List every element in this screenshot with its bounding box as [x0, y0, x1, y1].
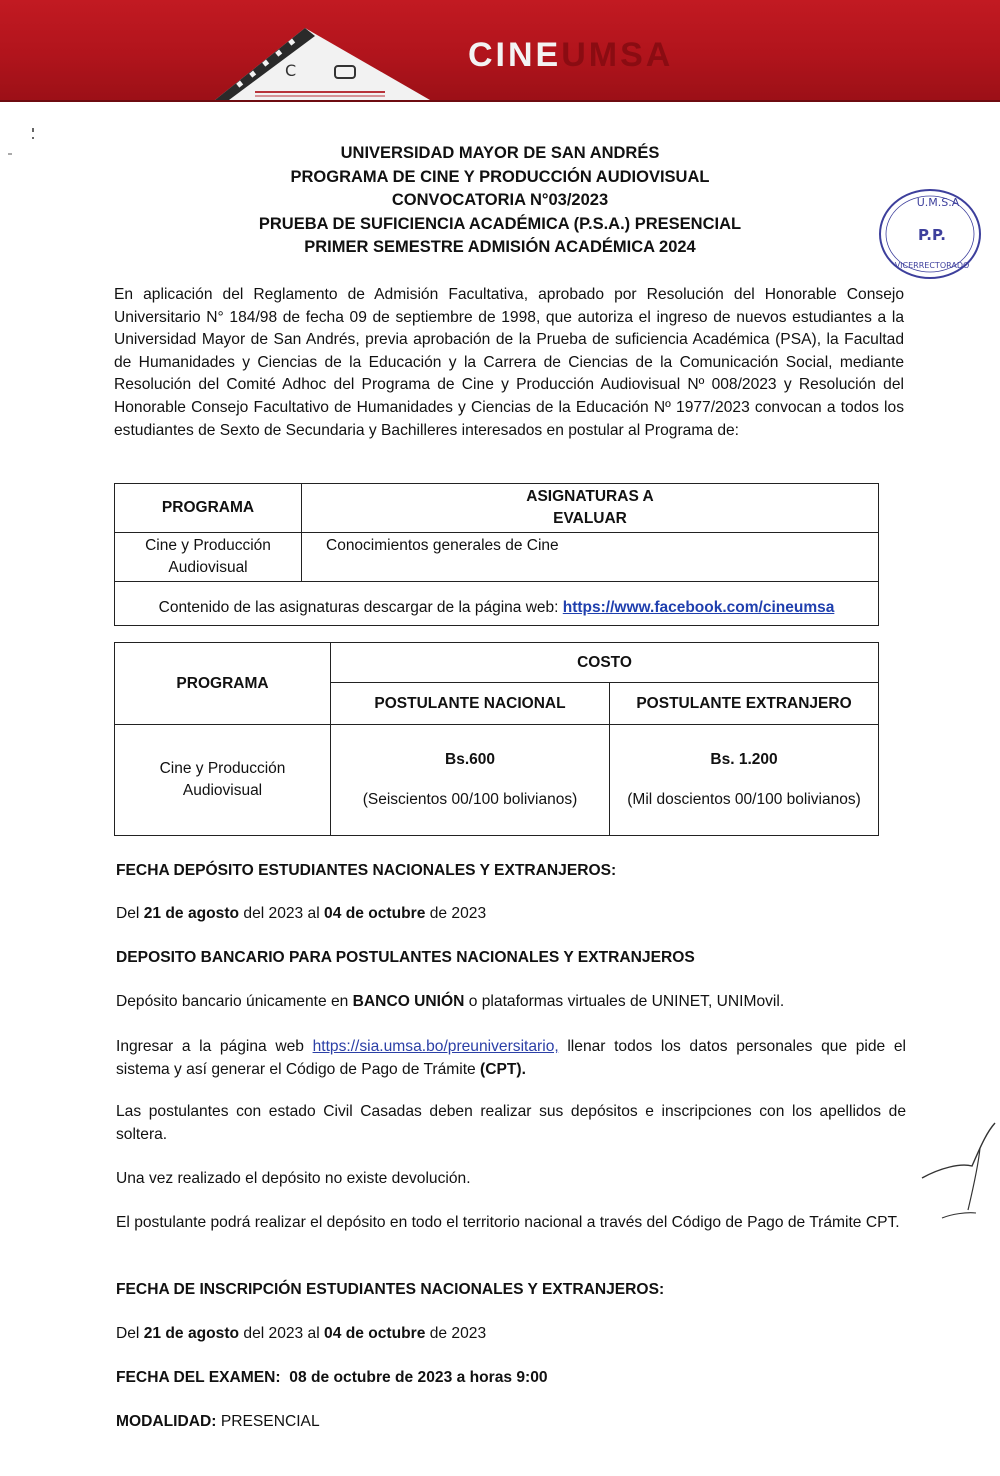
title-university: UNIVERSIDAD MAYOR DE SAN ANDRÉS	[340, 144, 660, 162]
vicerrectorado-seal	[876, 184, 984, 284]
bank-text-suffix: o plataformas virtuales de UNINET, UNIMovil.	[464, 993, 785, 1010]
deposit-date-heading: FECHA DEPÓSITO ESTUDIANTES NACIONALES Y EXTRANJEROS:	[116, 862, 617, 879]
national-amount: Bs.600	[445, 751, 495, 768]
bank-deposit-text	[116, 991, 906, 1014]
exam-date-label: FECHA DEL EXAMEN:	[116, 1369, 281, 1386]
brand-word-cine: CINE	[468, 36, 562, 74]
table-row	[115, 582, 879, 626]
title-semester: PRIMER SEMESTRE ADMISIÓN ACADÉMICA 2024	[304, 238, 696, 256]
program-header: PROGRAMA	[115, 484, 302, 533]
web-text-prefix: Ingresar a la página web	[116, 1038, 313, 1055]
registration-date-range	[116, 1323, 906, 1346]
subjects-header-line2: EVALUAR	[553, 510, 627, 527]
territory-note: El postulante podrá realizar el depósito en todo el territorio nacional a través del Código de Pago de Trámite CPT.	[116, 1214, 900, 1231]
married-note: Las postulantes con estado Civil Casadas deben realizar sus depósitos e inscripciones con los apellidos de soltera.	[116, 1103, 906, 1143]
program-name-line1: Cine y Producción	[145, 537, 271, 554]
deposit-date-range	[116, 903, 906, 926]
sia-link[interactable]: https://sia.umsa.bo/preuniversitario,	[312, 1038, 559, 1055]
registration-start-date: 21 de agosto	[143, 1325, 240, 1342]
table-row	[115, 725, 879, 836]
exam-date	[116, 1367, 906, 1390]
foreign-amount-words: (Mil doscientos 00/100 bolivianos)	[627, 791, 861, 808]
facebook-link[interactable]: https://www.facebook.com/cineumsa	[562, 598, 835, 616]
bank-text-prefix: Depósito bancario únicamente en	[116, 993, 353, 1010]
cost-program-line2: Audiovisual	[182, 782, 263, 799]
exam-date-value: 08 de octubre de 2023 a horas 9:00	[289, 1369, 548, 1386]
national-header: POSTULANTE NACIONAL	[331, 683, 610, 725]
document-title	[150, 142, 850, 260]
modality-label: MODALIDAD:	[116, 1413, 217, 1430]
no-refund-note: Una vez realizado el depósito no existe devolución.	[116, 1170, 471, 1187]
national-cost-cell	[331, 725, 610, 836]
registration-date-heading: FECHA DE INSCRIPCIÓN ESTUDIANTES NACIONALES Y EXTRANJEROS:	[116, 1281, 665, 1298]
deposit-date-prefix: Del	[116, 905, 144, 922]
table-row	[115, 484, 879, 533]
svg-text:P.P.: P.P.	[918, 226, 946, 244]
web-text-middle: llenar todos los datos personales que pide el sistema y así generar el Código de Pago de Trámite	[116, 1038, 906, 1078]
foreign-cost-cell	[610, 725, 879, 836]
bank-name: BANCO UNIÓN	[352, 993, 465, 1010]
cost-table	[114, 642, 879, 836]
cost-program-header: PROGRAMA	[115, 643, 331, 725]
subjects-header	[302, 484, 879, 533]
brand-word-umsa: UMSA	[561, 36, 674, 74]
foreign-header: POSTULANTE EXTRANJERO	[610, 683, 879, 725]
svg-text:VICERRECTORADO: VICERRECTORADO	[894, 261, 970, 270]
modality-value: PRESENCIAL	[220, 1413, 320, 1430]
registration-date-prefix: Del	[116, 1325, 144, 1342]
download-cell	[115, 582, 879, 626]
registration-date-middle: del 2023 al	[239, 1325, 325, 1342]
deposit-date-middle: del 2023 al	[239, 905, 325, 922]
modality	[116, 1411, 906, 1434]
intro-paragraph: En aplicación del Reglamento de Admisión Facultativa, aprobado por Resolución del Honorable Consejo Universitario N° 184/98 de fecha 09 de septiembre de 1998, que autoriza el ingreso de nuevos estudiantes a la Universidad Mayor de San Andrés, previa aprobación de la Prueba de suficiencia Académica (PSA), la Facultad de Humanidades y Ciencias de la Educación y la Carrera de Ciencias de la Comunicación Social, mediante Resolución del Comité Adhoc del Programa de Cine y Producción Audiovisual Nº 008/2023 y Resolución del Honorable Consejo Facultativo de Humanidades y Ciencias de la Educación Nº 1977/2023 convocan a todos los estudiantes de Sexto de Secundaria y Bachilleres interesados en postular al Programa de:	[114, 286, 904, 439]
deposit-date-suffix: de 2023	[425, 905, 487, 922]
table-row	[115, 533, 879, 582]
svg-text:C: C	[285, 61, 297, 80]
cpt-label: (CPT).	[480, 1060, 526, 1078]
title-call-number: CONVOCATORIA N°03/2023	[391, 191, 609, 209]
foreign-amount: Bs. 1.200	[710, 751, 778, 768]
registration-date-suffix: de 2023	[425, 1325, 487, 1342]
cineumsa-wordmark	[468, 36, 673, 74]
title-test: PRUEBA DE SUFICIENCIA ACADÉMICA (P.S.A.) PRESENCIAL	[258, 214, 742, 233]
bank-deposit-heading: DEPOSITO BANCARIO PARA POSTULANTES NACIONALES Y EXTRANJEROS	[116, 949, 695, 966]
program-cell	[115, 533, 302, 582]
deposit-start-date: 21 de agosto	[143, 905, 240, 922]
subjects-table	[114, 483, 879, 626]
signature-mark	[910, 1118, 1000, 1228]
program-name-line2: Audiovisual	[168, 559, 248, 576]
subject-cell: Conocimientos generales de Cine	[302, 533, 879, 582]
subjects-header-line1: ASIGNATURAS A	[526, 488, 654, 505]
scan-marks	[0, 110, 60, 170]
film-strip-logo	[195, 20, 445, 102]
title-program: PROGRAMA DE CINE Y PRODUCCIÓN AUDIOVISUAL	[290, 167, 710, 186]
cost-program-line1: Cine y Producción	[159, 760, 286, 777]
cost-header: COSTO	[331, 643, 879, 683]
cost-program-cell	[115, 725, 331, 836]
web-registration-text	[116, 1036, 906, 1081]
svg-text:U.M.S.A: U.M.S.A	[916, 196, 960, 209]
header-banner	[0, 0, 1000, 102]
national-amount-words: (Seiscientos 00/100 bolivianos)	[362, 791, 578, 808]
deposit-end-date: 04 de octubre	[324, 905, 426, 922]
table-row	[115, 643, 879, 683]
download-text: Contenido de las asignaturas descargar de la página web:	[158, 598, 563, 616]
registration-end-date: 04 de octubre	[324, 1325, 426, 1342]
